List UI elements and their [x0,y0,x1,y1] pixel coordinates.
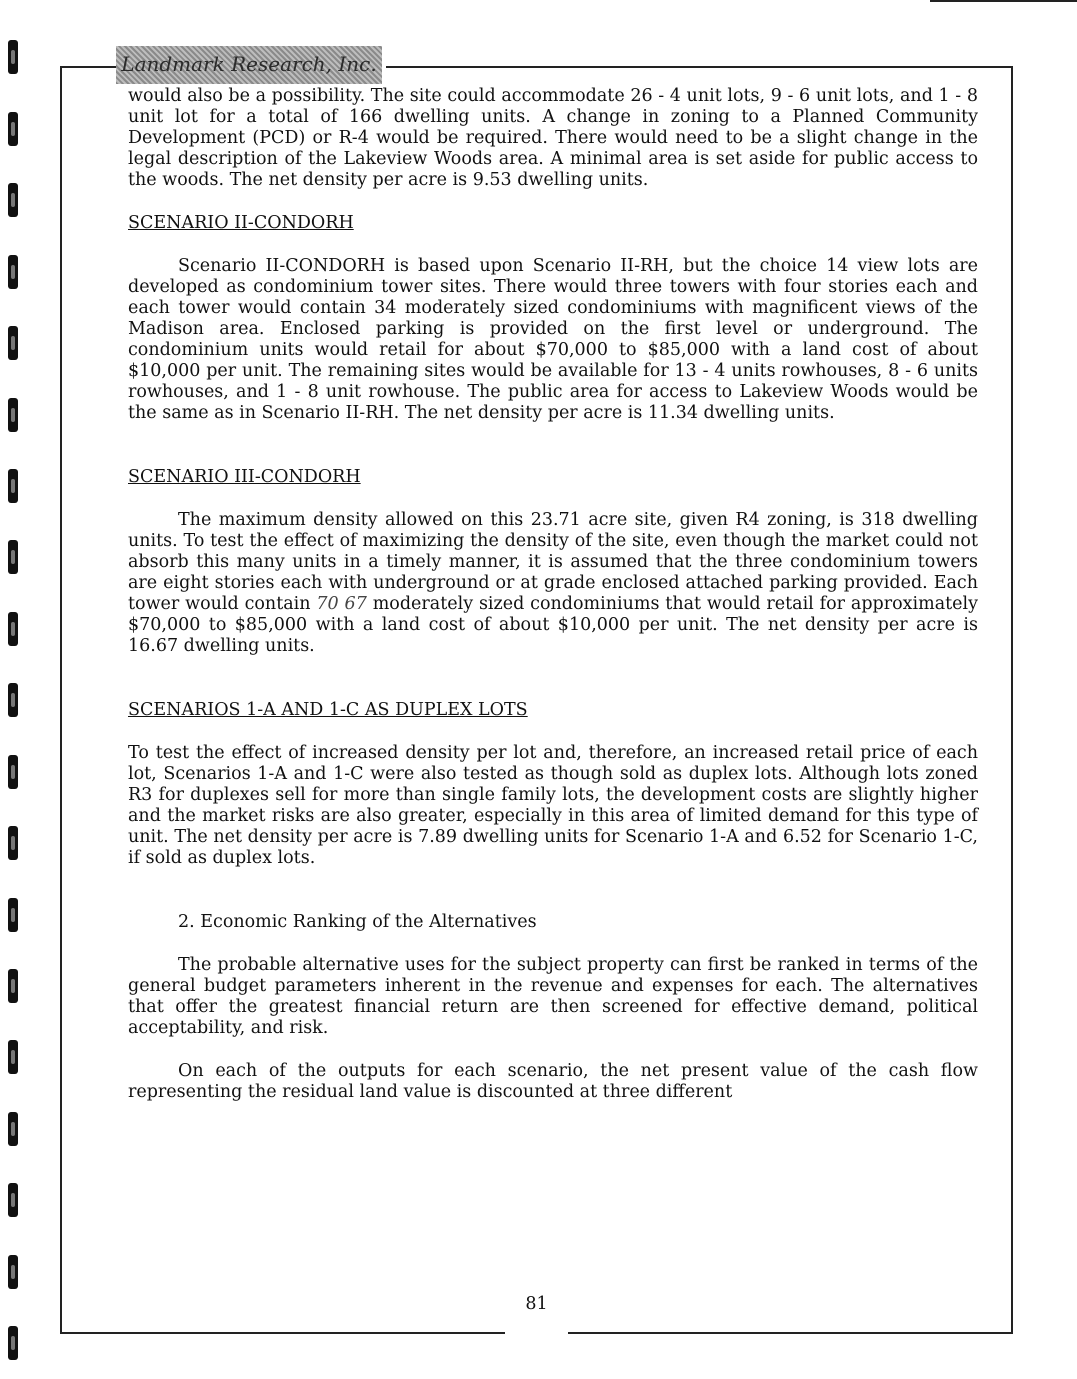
heading-scenario-ii-condorh: SCENARIO II-CONDORH [128,213,354,233]
binder-hole [8,326,18,360]
frame-top-left [60,66,116,68]
paragraph-continuation: would also be a possibility. The site could accommodate 26 - 4 unit lots, 9 - 6 unit lots, and 1 - 8 unit lot for a total of 166 dwelling units. A change in zoning to a Planned Community Development (PCD) or R-4 would be required. There would need to be a slight change in the legal description of the Lakeview Woods area. A minimal area is set aside for public access to the woods. The net density per acre is 9.53 dwelling units. [128,86,978,190]
paragraph-duplex-lots: To test the effect of increased density per lot and, therefore, an increased retail price of each lot, Scenarios 1-A and 1-C were also tested as though sold as duplex lots. Although lots zoned R3 for duplexes sell for more than single family lots, the development costs are slightly higher and the market risks are also greater, especially in this area of limited demand for this type of unit. The net density per acre is 7.89 dwelling units for Scenario 1-A and 6.52 for Scenario 1-C, if sold as duplex lots. [128,743,978,868]
binder-hole [8,398,18,432]
binder-hole [8,540,18,574]
frame-bottom-right [568,1332,1013,1334]
binder-hole [8,898,18,932]
binder-hole [8,755,18,789]
frame-top-right [386,66,1013,68]
frame-bottom-left [60,1332,505,1334]
binder-hole [8,826,18,860]
heading-economic-ranking: 2. Economic Ranking of the Alternatives [178,912,537,932]
binder-hole [8,183,18,217]
binder-holes [6,0,28,1379]
binder-hole [8,1255,18,1289]
binder-hole [8,1040,18,1074]
page-number: 81 [525,1294,548,1314]
binder-hole [8,683,18,717]
binder-hole [8,255,18,289]
company-logo [116,46,382,84]
binder-hole [8,1326,18,1360]
paragraph-economic-ranking: The probable alternative uses for the subject property can first be ranked in terms of the general budget parameters inherent in the revenue and expenses for each. The alternatives that offer the greatest financial return are then screened for effective demand, political acceptability, and risk. [128,955,978,1038]
frame-right [1011,66,1013,1334]
paragraph-scenario-ii-condorh: Scenario II-CONDORH is based upon Scenario II-RH, but the choice 14 view lots are developed as condominium tower sites. There would three towers with four stories each and each tower would contain 34 moderately sized condominiums with magnificent views of the Madison area. Enclosed parking is provided on the first level or underground. The condominium units would retail for about $70,000 to $85,000 with a land cost of about $10,000 per unit. The remaining sites would be available for 13 - 4 units rowhouses, 8 - 6 units rowhouses, and 1 - 8 unit rowhouse. The public area for access to Lakeview Woods would be the same as in Scenario II-RH. The net density per acre is 11.34 dwelling units. [128,256,978,423]
binder-hole [8,1183,18,1217]
paragraph-text: The maximum density allowed on this 23.71 acre site, given R4 zoning, is 318 dwelling units. To test the effect of maximizing the density of the site, even though the market could not absorb this many units in a timely manner, it is assumed that the three condominium towers are eight stories each with underground or at grade enclosed attached parking provided. Each tower would contain [128,510,978,614]
binder-hole [8,612,18,646]
frame-left [60,66,62,1334]
binder-hole [8,40,18,74]
corner-rule [930,0,1077,2]
binder-hole [8,112,18,146]
paragraph-net-present-value: On each of the outputs for each scenario, the net present value of the cash flow representing the residual land value is discounted at three different [128,1061,978,1102]
binder-hole [8,969,18,1003]
handwritten-correction: 70 67 [316,594,367,614]
paragraph-scenario-iii-condorh [128,510,978,657]
binder-hole [8,469,18,503]
document-body [128,86,978,1103]
paragraph-text: moderately sized condominiums that would retail for approximately $70,000 to $85,000 with a land cost of about $10,000 per unit. The net density per acre is 16.67 dwelling units. [128,594,979,656]
heading-scenario-iii-condorh: SCENARIO III-CONDORH [128,467,361,487]
logo-text: Landmark Research, Inc. [121,52,377,76]
heading-duplex-lots: SCENARIOS 1-A AND 1-C AS DUPLEX LOTS [128,700,528,720]
binder-hole [8,1112,18,1146]
